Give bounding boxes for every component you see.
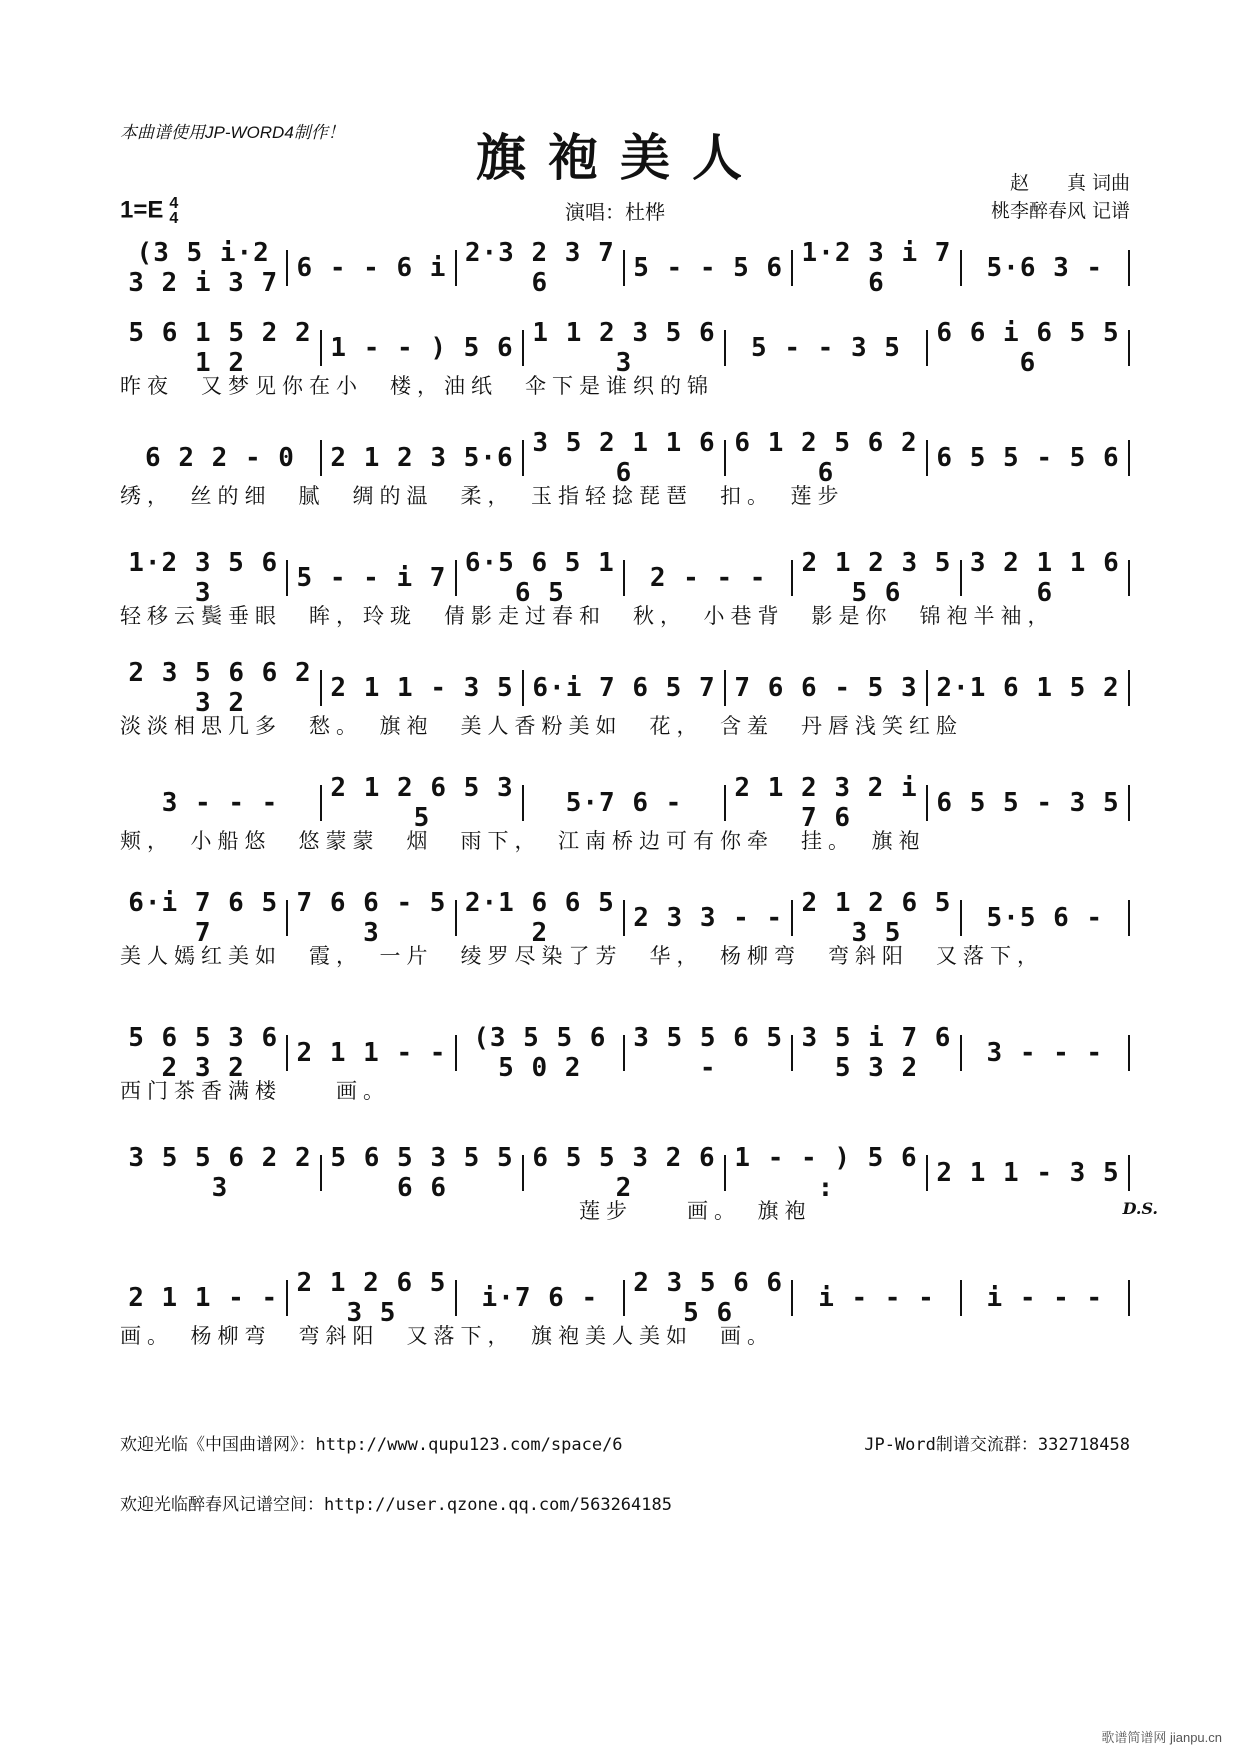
- melody-line: [120, 1143, 1130, 1203]
- measure: 6·i 7 6 5 7: [128, 888, 279, 948]
- measure: 7 6 6 - 5 3: [734, 673, 918, 703]
- measure: 6 5 5 - 3 5: [936, 788, 1120, 818]
- measure: 5 - - 5 6: [633, 253, 784, 283]
- barline: [1128, 1035, 1130, 1071]
- measure: 3 - - -: [986, 1038, 1104, 1068]
- melody-line: [120, 318, 1130, 378]
- lyrics-line: 轻移云鬓垂眼 眸，玲珑 倩影走过春和 秋， 小巷背 影是你 锦袍半袖，: [120, 604, 1055, 628]
- measure: 5 6 5 3 6 2 3 2: [128, 1023, 279, 1083]
- barline: [1128, 670, 1130, 706]
- measure: 3 5 i 7 6 5 3 2: [801, 1023, 952, 1083]
- measure: (3 5 5 6 5 0 2: [473, 1023, 607, 1083]
- melody-line: [120, 773, 1130, 833]
- lyrics-line: 昨夜 又梦见你在小 楼，油纸 伞下是谁织的锦: [120, 374, 714, 398]
- measure: 1 1 2 3 5 6 3: [532, 318, 716, 378]
- barline: [1128, 560, 1130, 596]
- measure: 5 6 1 5 2 2 1 2: [128, 318, 312, 378]
- measure: i - - -: [986, 1283, 1104, 1313]
- lyrics-line: 淡淡相思几多 愁。 旗袍 美人香粉美如 花， 含羞 丹唇浅笑红脸: [120, 714, 963, 738]
- lyricist-composer: 赵 真 词曲: [1009, 172, 1130, 194]
- measure: 2 1 1 - -: [296, 1038, 447, 1068]
- measure: 2 1 1 - 3 5: [330, 673, 514, 703]
- measure: 6·i 7 6 5 7: [532, 673, 716, 703]
- measure: 5 - - 3 5: [751, 333, 901, 363]
- measure: 2·1 6 1 5 2: [936, 673, 1120, 703]
- time-signature: [169, 196, 178, 226]
- measure: 3 5 5 6 2 2 3: [128, 1143, 312, 1203]
- barline: [1128, 1155, 1130, 1191]
- measure: (3 5 i·2 3 2 i 3 7: [128, 238, 279, 298]
- barline: [1128, 1280, 1130, 1316]
- measure: 1·2 3 i 7 6: [801, 238, 952, 298]
- key-signature: [120, 196, 178, 226]
- measure: 6 - - 6 i: [296, 253, 447, 283]
- measure: 6 5 5 3 2 6 2: [532, 1143, 716, 1203]
- melody-line: [120, 548, 1130, 608]
- measure: 6 5 5 - 5 6: [936, 443, 1120, 473]
- measure: 5 - - i 7: [296, 563, 447, 593]
- barline: [1128, 250, 1130, 286]
- measure: 2 1 2 6 5 3 5: [296, 1268, 447, 1328]
- barline: [1128, 900, 1130, 936]
- footer-link-1[interactable]: 欢迎光临《中国曲谱网》：http://www.qupu123.com/space/6: [120, 1435, 623, 1455]
- measure: 2 - - -: [649, 563, 767, 593]
- lyrics-line: 莲步 画。 旗袍: [120, 1199, 812, 1223]
- measure: 7 6 6 - 5 3: [296, 888, 447, 948]
- watermark: 歌谱简谱网 jianpu.cn: [1101, 1730, 1222, 1745]
- lyrics-line: 画。 杨柳弯 弯斜阳 又落下， 旗袍美人美如 画。: [120, 1324, 774, 1348]
- measure: 3 5 2 1 1 6 6: [532, 428, 716, 488]
- melody-line: [120, 238, 1130, 298]
- measure: 2 3 3 - -: [633, 903, 784, 933]
- measure: 2 1 2 6 5 3 5: [801, 888, 952, 948]
- measure: 6·5 6 5 1 6 5: [464, 548, 615, 608]
- measure: 5·5 6 -: [986, 903, 1104, 933]
- melody-line: [120, 888, 1130, 948]
- measure: 6 1 2 5 6 2 6: [734, 428, 918, 488]
- singer: 演唱：杜桦: [565, 200, 665, 224]
- barline: [1128, 330, 1130, 366]
- measure: 2 3 5 6 6 2 3 2: [128, 658, 312, 718]
- measure: 1 - - ) 5 6: [330, 333, 514, 363]
- measure: 2 1 2 3 5·6: [330, 443, 514, 473]
- measure: 6 6 i 6 5 5 6: [936, 318, 1120, 378]
- measure: i·7 6 -: [481, 1283, 599, 1313]
- measure: 2·3 2 3 7 6: [464, 238, 615, 298]
- measure: 2 1 2 6 5 3 5: [330, 773, 514, 833]
- transcriber: 桃李醉春风 记谱: [990, 200, 1130, 222]
- lyrics-line: 颊， 小船悠 悠蒙蒙 烟 雨下， 江南桥边可有你牵 挂。 旗袍: [120, 829, 926, 853]
- melody-line: [120, 1023, 1130, 1083]
- barline: [1128, 785, 1130, 821]
- lyrics-line: 西门茶香满楼 画。: [120, 1079, 390, 1103]
- key-label: 1=E: [120, 196, 164, 224]
- time-bottom: 4: [169, 210, 179, 227]
- measure: 5 6 5 3 5 5 6 6: [330, 1143, 514, 1203]
- made-with-note: 本曲谱使用JP-WORD4制作！: [120, 123, 345, 142]
- measure: 3 5 5 6 5 -: [633, 1023, 784, 1083]
- footer-link-2[interactable]: 欢迎光临醉春风记谱空间：http://user.qzone.qq.com/563264185: [120, 1495, 672, 1515]
- measure: 2 1 1 - -: [128, 1283, 279, 1313]
- lyrics-line: 绣， 丝的细 腻 绸的温 柔， 玉指轻捻琵琶 扣。 莲步: [120, 484, 845, 508]
- measure: 3 - - -: [161, 788, 279, 818]
- measure: 2 1 2 3 5 5 6: [801, 548, 952, 608]
- ds-marker: D.S.: [1122, 1199, 1158, 1218]
- measure: i - - -: [818, 1283, 935, 1313]
- measure: 2 3 5 6 6 5 6: [633, 1268, 784, 1328]
- barline: [1128, 440, 1130, 476]
- measure: 2 1 2 3 2 i 7 6: [734, 773, 918, 833]
- melody-line: [120, 428, 1130, 488]
- time-top: 4: [169, 195, 179, 212]
- footer-group: JP-Word制谱交流群：332718458: [864, 1435, 1130, 1455]
- measure: 1·2 3 5 6 3: [128, 548, 279, 608]
- melody-line: [120, 1268, 1130, 1328]
- lyrics-line: 美人嫣红美如 霞， 一片 绫罗尽染了芳 华， 杨柳弯 弯斜阳 又落下，: [120, 944, 1044, 968]
- measure: 5·6 3 -: [986, 253, 1104, 283]
- measure: 5·7 6 -: [565, 788, 683, 818]
- measure: 2 1 1 - 3 5: [936, 1158, 1120, 1188]
- measure: 2·1 6 6 5 2: [464, 888, 615, 948]
- measure: 1 - - ) 5 6 :: [734, 1143, 918, 1203]
- measure: 3 2 1 1 6 6: [969, 548, 1120, 608]
- song-title: 旗袍美人: [476, 128, 764, 187]
- measure: 6 2 2 - 0: [145, 443, 295, 473]
- melody-line: [120, 658, 1130, 718]
